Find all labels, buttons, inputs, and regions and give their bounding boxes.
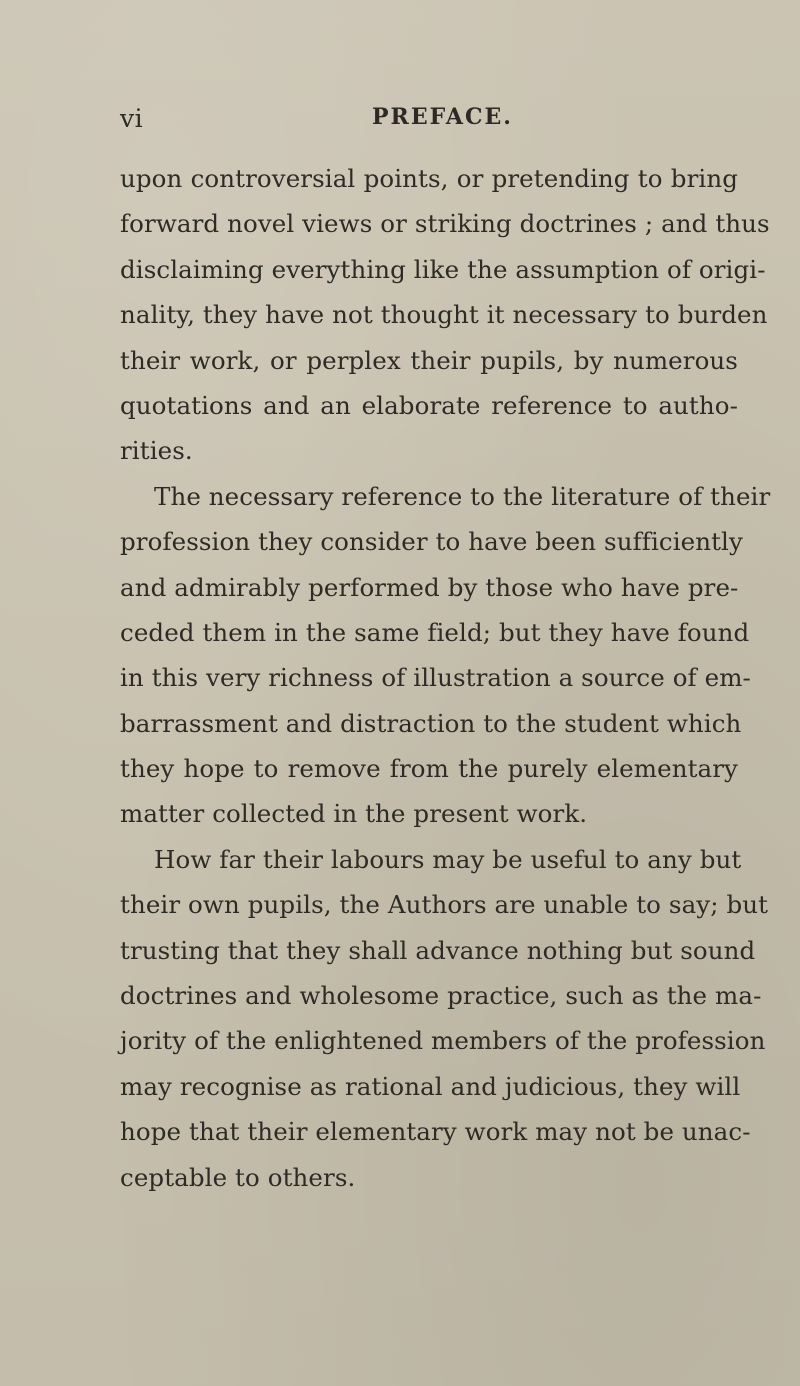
text-line: rities. [120,436,193,466]
text-line: profession they consider to have been sufficiently [120,527,743,557]
text-line: ceded them in the same field; but they have found [120,617,750,647]
text-line: hope that their elementary work may not be unac- [120,1117,751,1147]
text-line: may recognise as rational and judicious, they will [120,1071,741,1101]
text-line: matter collected in the present work. [120,799,588,829]
text-line: quotations and an elaborate reference to autho- [120,390,738,420]
text-line: their own pupils, the Authors are unable to say; but [120,890,769,920]
page-number: vi [120,104,144,133]
text-line: their work, or perplex their pupils, by numerous [120,345,738,375]
text-line: and admirably performed by those who have pre- [120,572,739,602]
text-line: forward novel views or striking doctrines ; and thus [120,209,770,239]
text-line: they hope to remove from the purely elementary [120,754,738,784]
paragraph-1 [120,156,770,474]
text-line: upon controversial points, or pretending to bring [120,164,738,193]
running-title: PREFACE. [372,104,513,130]
text-line: nality, they have not thought it necessary to burden [120,300,768,330]
text-line: How far their labours may be useful to any but [154,844,742,874]
paragraph-2 [120,474,771,837]
body-text [120,156,771,1200]
paragraph-3 [120,837,769,1200]
text-line: ceptable to others. [120,1162,356,1192]
text-line: in this very richness of illustration a source of em- [120,663,751,693]
text-line: disclaiming everything like the assumption of origi- [120,254,766,284]
text-line: barrassment and distraction to the student which [120,708,742,738]
running-head [120,104,740,138]
text-line: doctrines and wholesome practice, such as the ma- [120,981,762,1011]
text-line: trusting that they shall advance nothing but sound [120,935,756,965]
text-line: The necessary reference to the literature of their [154,481,771,511]
text-line: jority of the enlightened members of the profession [120,1026,766,1056]
